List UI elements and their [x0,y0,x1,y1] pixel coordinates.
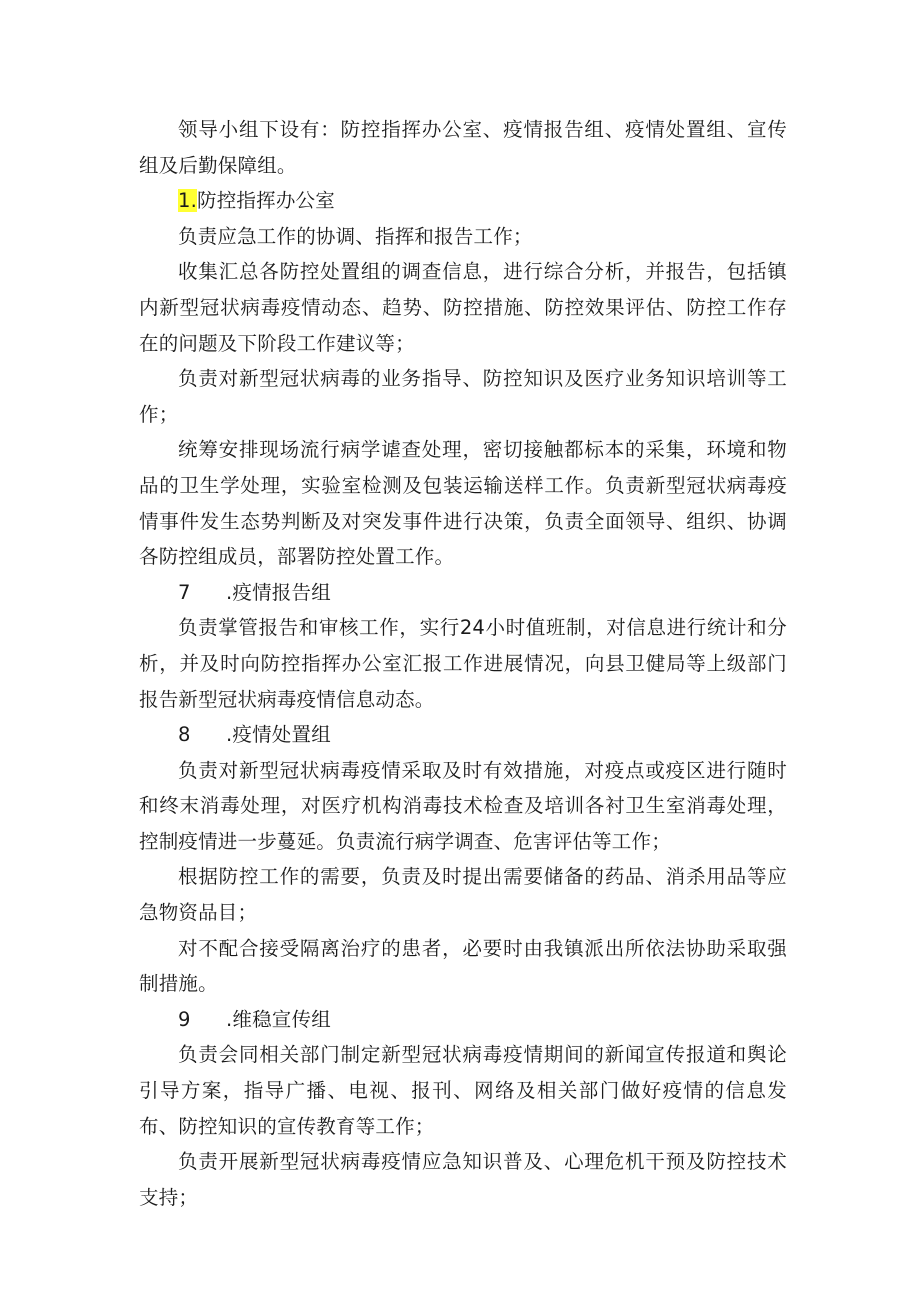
paragraph: 对不配合接受隔离治疗的患者，必要时由我镇派出所依法协助采取强制措施。 [139,936,787,996]
paragraph: 负责对新型冠状病毒疫情采取及时有效措施，对疫点或疫区进行随时和终末消毒处理，对医疗机构消毒技术检查及培训各衬卫生室消毒处理，控制疫情进一步蔓延。负责流行病学调查、危害评估等工作； [139,758,787,853]
paragraph: 根据防控工作的需要，负责及时提出需要储备的药品、消杀用品等应急物资品目； [139,865,787,925]
paragraph: 负责对新型冠状病毒的业务指导、防控知识及医疗业务知识培训等工作； [139,367,787,426]
document-body [139,112,787,1215]
section-heading-8 [139,717,787,753]
paragraph: 收集汇总各防控处置组的调查信息，进行综合分析，并报告，包括镇内新型冠状病毒疫情动态、趋势、防控措施、防控效果评估、防控工作存在的问题及下阶段工作建议等； [139,260,787,355]
section-title: .维稳宣传组 [226,1007,331,1031]
paragraph: 统筹安排现场流行病学谑查处理，密切接触都标本的采集，环境和物品的卫生学处理，实验室检测及包装运输送样工作。负责新型冠状病毒疫情事件发生态势判断及对突发事件进行决策，负责全面领导、组织、协调各防控组成员，部署防控处置工作。 [139,438,787,569]
section-title: .疫情报告组 [226,580,331,604]
section-number: 8 [178,723,191,747]
section-title: 防控指挥办公室 [197,189,335,213]
section-title: .疫情处置组 [226,723,331,747]
section-heading-1 [139,183,787,219]
paragraph: 领导小组下设有：防控指挥办公室、疫情报告组、疫情处置组、宣传组及后勤保障组。 [139,118,787,177]
paragraph: 负责应急工作的协调、指挥和报告工作； [178,224,533,248]
section-number: 7 [178,580,191,604]
section-heading-9 [139,1002,787,1038]
section-number: 9 [178,1007,191,1031]
paragraph: 负责掌管报告和审核工作，实行24小时值班制，对信息进行统计和分析，并及时向防控指挥办公室汇报工作进展情况，向县卫健局等上级部门报告新型冠状病毒疫情信息动态。 [139,616,787,711]
paragraph: 负责会同相关部门制定新型冠状病毒疫情期间的新闻宣传报道和舆论引导方案，指导广播、电视、报刊、网络及相关部门做好疫情的信息发布、防控知识的宣传教育等工作； [139,1043,787,1138]
paragraph: 负责开展新型冠状病毒疫情应急知识普及、心理危机干预及防控技术支持； [139,1150,787,1209]
section-heading-7 [139,575,787,611]
highlighted-number: 1. [178,189,198,213]
